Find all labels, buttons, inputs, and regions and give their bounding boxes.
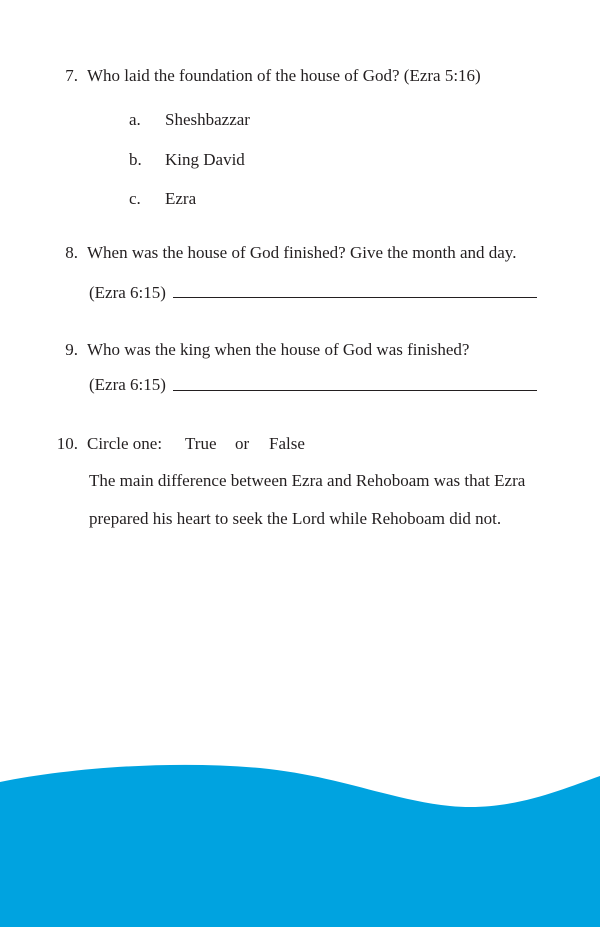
decorative-wave — [0, 760, 600, 927]
question-7-number: 7. — [65, 66, 78, 85]
option-c-letter: c. — [129, 189, 141, 208]
question-8-number: 8. — [65, 243, 78, 262]
question-8-reference: (Ezra 6:15) — [89, 283, 166, 302]
option-b-text[interactable]: King David — [165, 150, 245, 169]
question-9-text: Who was the king when the house of God was finished? — [87, 340, 470, 359]
question-10-statement-line-2: prepared his heart to seek the Lord while Rehoboam did not. — [89, 509, 502, 528]
choice-or: or — [235, 434, 250, 453]
question-9-number: 9. — [65, 340, 78, 359]
question-7-text: Who laid the foundation of the house of God? (Ezra 5:16) — [87, 66, 481, 85]
question-8-text: When was the house of God finished? Give the month and day. — [87, 243, 517, 262]
question-10-number: 10. — [56, 434, 78, 453]
question-9-answer-blank[interactable] — [173, 390, 537, 391]
question-10-prompt: Circle one: — [87, 434, 163, 453]
option-a-text[interactable]: Sheshbazzar — [165, 110, 250, 129]
option-a-letter: a. — [129, 110, 141, 129]
question-9-reference: (Ezra 6:15) — [89, 375, 166, 394]
choice-true[interactable]: True — [185, 434, 217, 453]
question-8-answer-blank[interactable] — [173, 297, 537, 298]
choice-false[interactable]: False — [269, 434, 305, 453]
option-c-text[interactable]: Ezra — [165, 189, 197, 208]
question-10-statement-line-1: The main difference between Ezra and Rehoboam was that Ezra — [89, 471, 526, 490]
option-b-letter: b. — [129, 150, 142, 169]
